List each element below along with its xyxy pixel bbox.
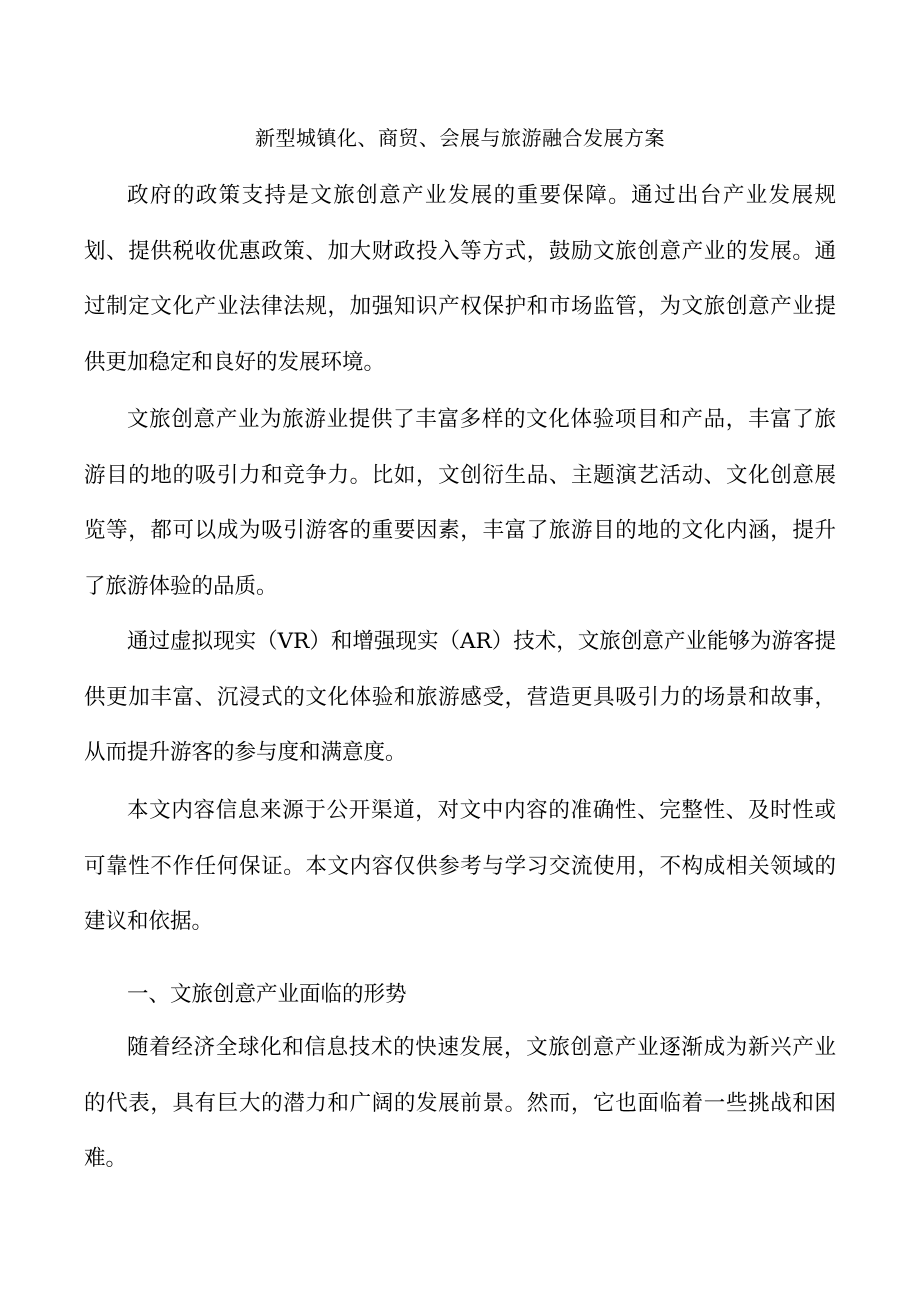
- document-title: 新型城镇化、商贸、会展与旅游融合发展方案: [255, 126, 665, 150]
- paragraph-policy-support: 政府的政策支持是文旅创意产业发展的重要保障。通过出台产业发展规划、提供税收优惠政策、加大财政投入等方式，鼓励文旅创意产业的发展。通过制定文化产业法律法规，加强知识产权保护和市场监管，为文旅创意产业提供更加稳定和良好的发展环境。: [84, 183, 836, 375]
- paragraph-vr-ar: 通过虚拟现实（VR）和增强现实（AR）技术，文旅创意产业能够为游客提供更加丰富、沉浸式的文化体验和旅游感受，营造更具吸引力的场景和故事，从而提升游客的参与度和满意度。: [84, 629, 836, 765]
- paragraph-tourism-products: 文旅创意产业为旅游业提供了丰富多样的文化体验项目和产品，丰富了旅游目的地的吸引力和竞争力。比如，文创衍生品、主题演艺活动、文化创意展览等，都可以成为吸引游客的重要因素，丰富了旅游目的地的文化内涵，提升了旅游体验的品质。: [84, 407, 836, 599]
- paragraph-disclaimer: 本文内容信息来源于公开渠道，对文中内容的准确性、完整性、及时性或可靠性不作任何保证。本文内容仅供参考与学习交流使用，不构成相关领域的建议和依据。: [84, 798, 836, 934]
- paragraph-industry-situation: 随着经济全球化和信息技术的快速发展，文旅创意产业逐渐成为新兴产业的代表，具有巨大的潜力和广阔的发展前景。然而，它也面临着一些挑战和困难。: [84, 1035, 836, 1171]
- section-heading: 一、文旅创意产业面临的形势: [127, 982, 407, 1007]
